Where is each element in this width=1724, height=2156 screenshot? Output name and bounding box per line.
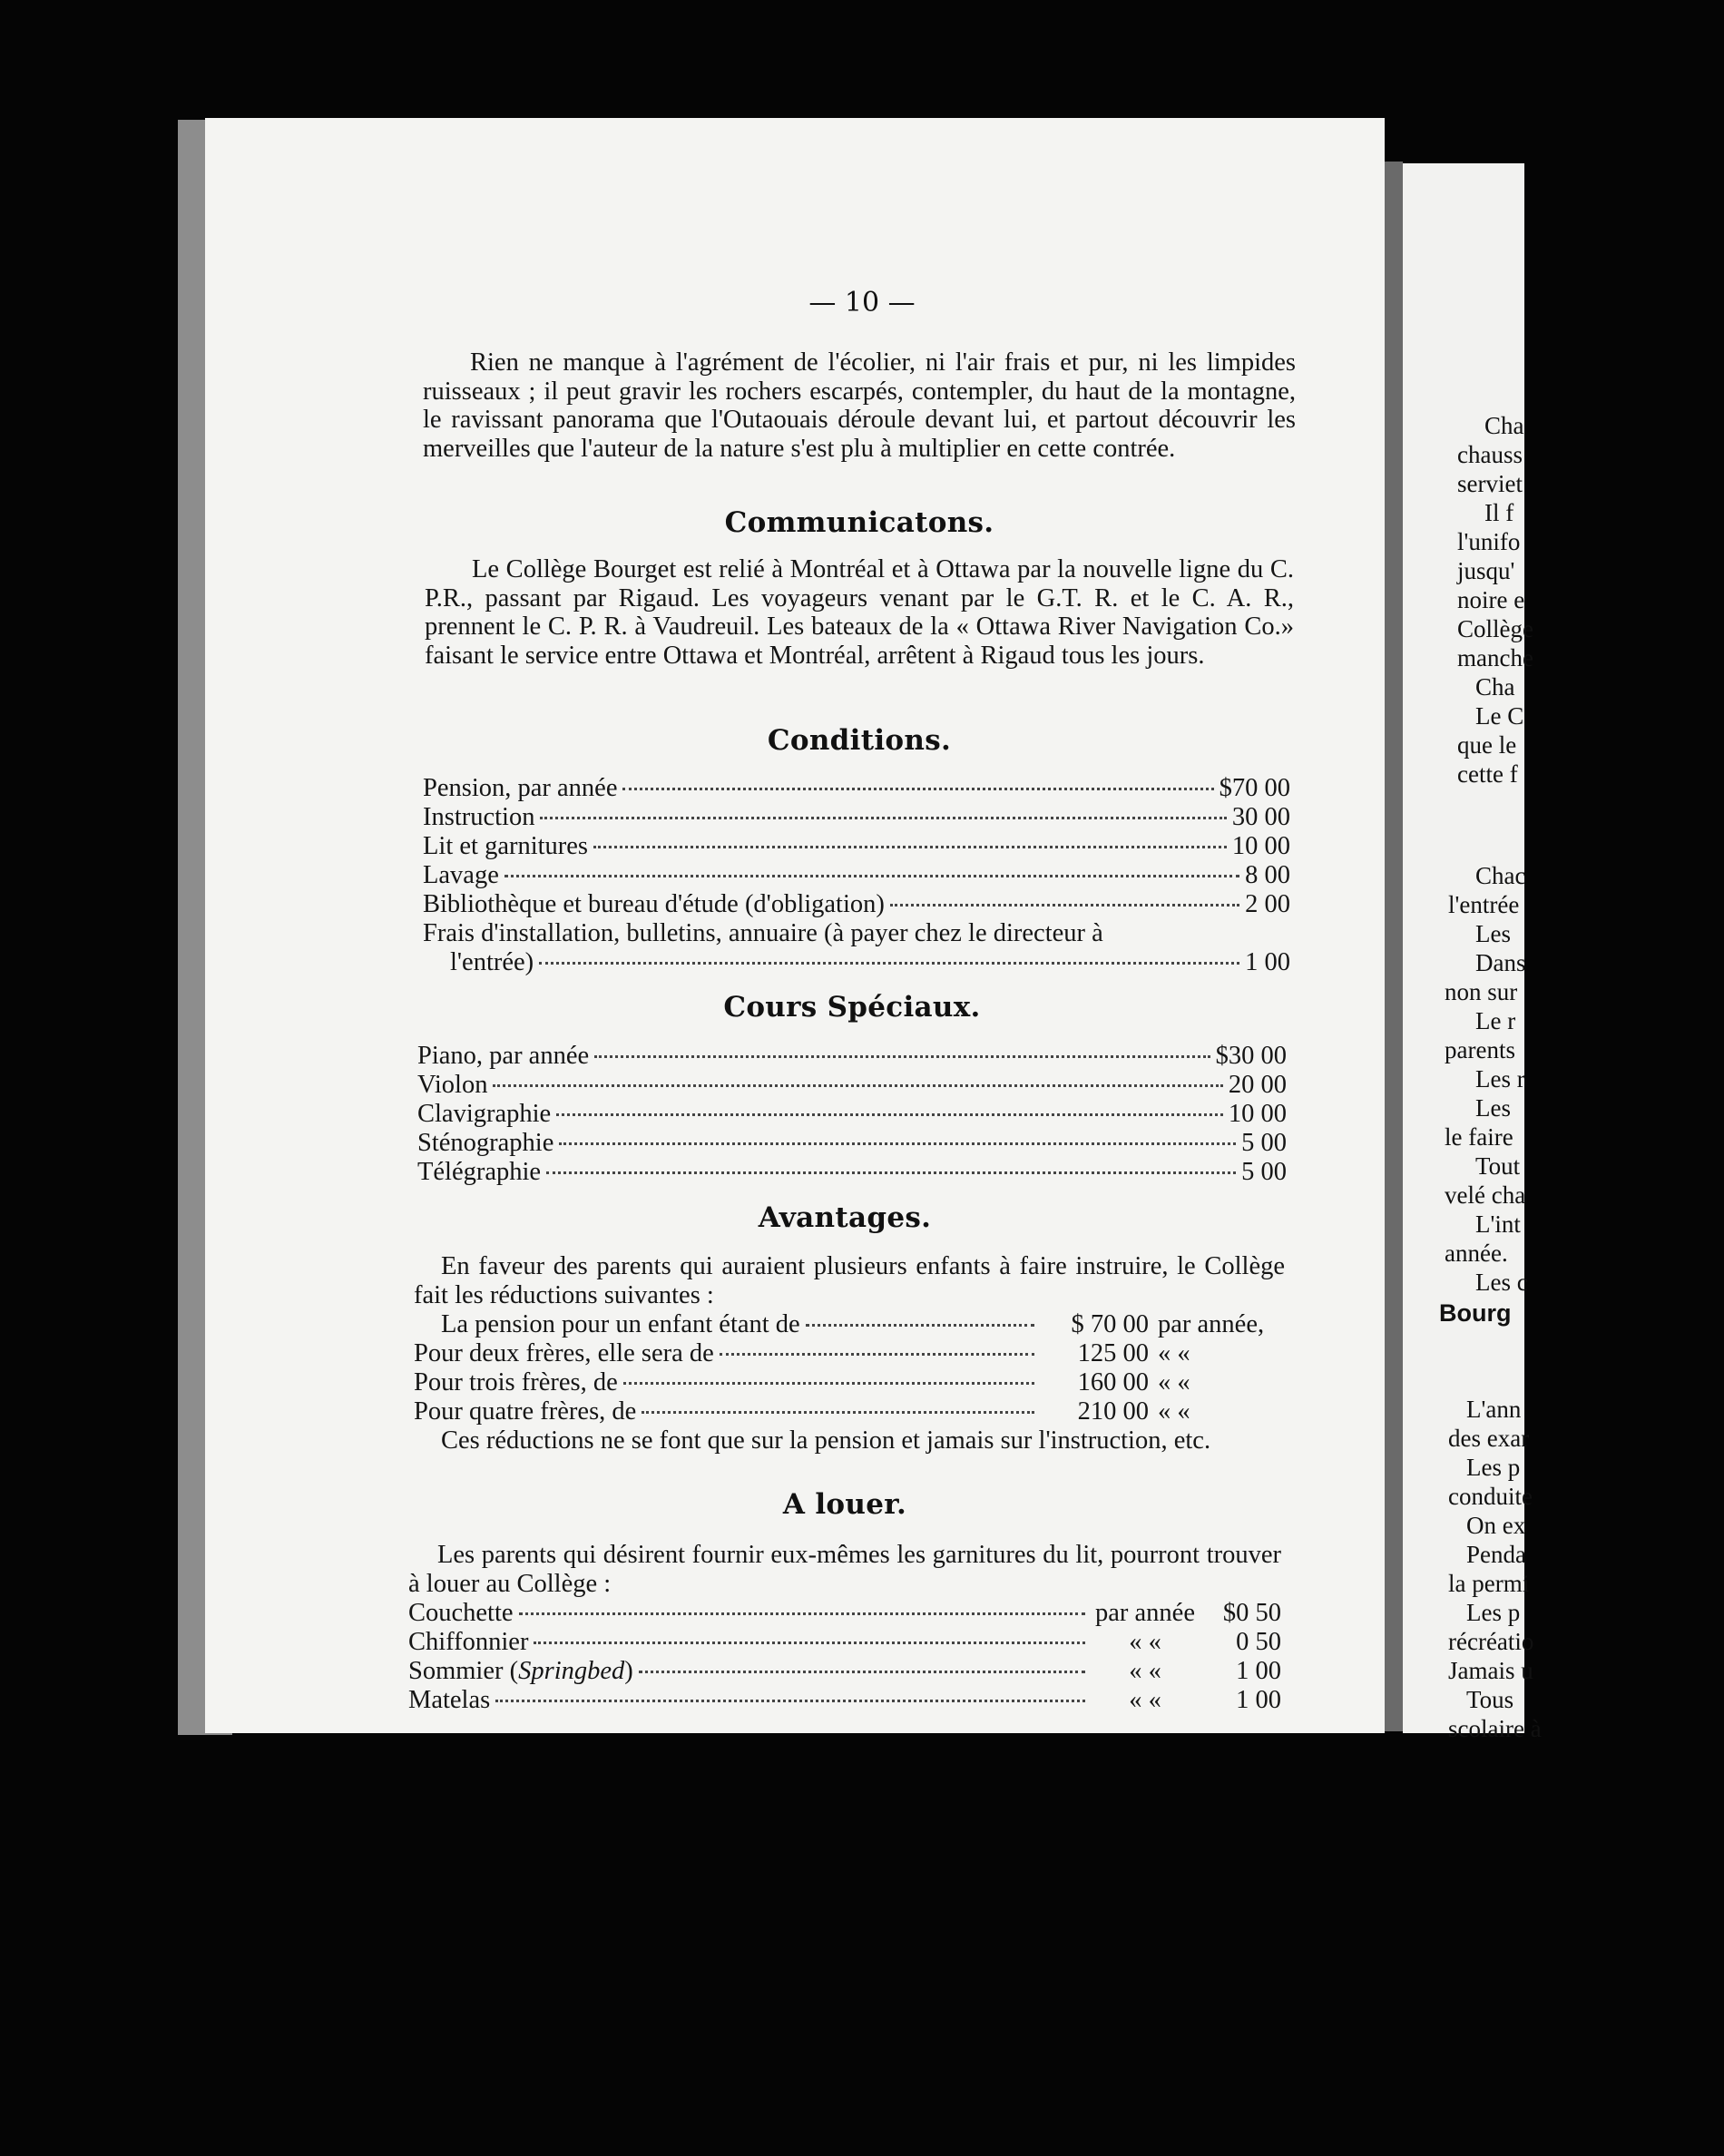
item-label: Lavage: [423, 861, 499, 889]
section-title-a-louer: A louer.: [782, 1488, 907, 1521]
louer-row: [408, 1599, 1281, 1628]
leader-dots: [622, 788, 1213, 790]
item-unit: « «: [1129, 1657, 1161, 1685]
item-amount: 0 50: [1236, 1628, 1281, 1656]
louer-row: [408, 1657, 1281, 1686]
cours-row: [417, 1042, 1287, 1071]
conditions-row-installation: Frais d'installation, bulletins, annuaire (à payer chez le directeur à: [423, 919, 1103, 947]
adjacent-page-line: serviet: [1457, 470, 1523, 497]
louer-intro: Les parents qui désirent fournir eux-mêmes les garnitures du lit, pourront trouver à louer au Collège :: [408, 1541, 1281, 1598]
adjacent-page-line: conduite: [1448, 1483, 1533, 1510]
adjacent-page-line: noire e: [1457, 586, 1525, 613]
item-amount: $ 70 00: [1071, 1310, 1149, 1338]
avantages-row: [414, 1310, 1285, 1339]
adjacent-page-line: Le r: [1475, 1007, 1516, 1034]
section-title-cours-speciaux: Cours Spéciaux.: [723, 991, 981, 1024]
adjacent-page-line: le faire: [1445, 1123, 1513, 1151]
item-label: Bibliothèque et bureau d'étude (d'obligation): [423, 890, 885, 918]
section-title-avantages: Avantages.: [758, 1201, 932, 1234]
louer-row: [408, 1628, 1281, 1657]
adjacent-page-line: Jamais u: [1448, 1657, 1533, 1684]
adjacent-page-line: L'ann: [1466, 1396, 1522, 1423]
item-label: Couchette: [408, 1599, 514, 1627]
item-amount: 1 00: [1236, 1686, 1281, 1714]
adjacent-page-line: la permi: [1448, 1570, 1530, 1597]
leader-dots: [534, 1642, 1085, 1644]
item-label: Violon: [417, 1071, 488, 1099]
item-amount: 20 00: [1228, 1071, 1287, 1099]
item-unit: « «: [1129, 1686, 1161, 1714]
adjacent-page-line: Bourg: [1439, 1299, 1512, 1327]
leader-dots: [539, 962, 1239, 965]
item-amount: 125 00: [1077, 1339, 1149, 1367]
adjacent-page-line: Dans: [1475, 949, 1526, 976]
louer-row: [408, 1686, 1281, 1715]
avantages-row: [414, 1368, 1285, 1397]
item-label: Clavigraphie: [417, 1100, 552, 1128]
adjacent-page-line: des exar: [1448, 1425, 1530, 1452]
adjacent-page-line: année.: [1445, 1240, 1508, 1267]
adjacent-page-line: Les r: [1475, 1065, 1525, 1093]
adjacent-page-line: l'unifo: [1457, 528, 1521, 555]
item-label: l'entrée): [450, 948, 534, 976]
item-amount: 1 00: [1236, 1657, 1281, 1685]
adjacent-page-line: Il f: [1484, 499, 1514, 526]
avantages-row: [414, 1339, 1285, 1368]
communications-paragraph: Le Collège Bourget est relié à Montréal et à Ottawa par la nouvelle ligne du C. P.R., passant par Rigaud. Les voyageurs venant par le G.T. R. et le C. A. R., prennent le C. P. R. à Vaudreuil. Les bateaux de la « Ottawa River Navigation Co.» faisant le service entre Ottawa et Montréal, arrêtent à Rigaud tous les jours.: [425, 555, 1294, 670]
item-amount: 210 00: [1077, 1397, 1149, 1426]
adjacent-page-line: L'int: [1475, 1210, 1521, 1238]
leader-dots: [890, 904, 1239, 906]
item-amount: 10 00: [1231, 832, 1290, 860]
adjacent-page-line: non sur: [1445, 978, 1518, 1005]
adjacent-page-line: Les p: [1466, 1599, 1521, 1626]
item-amount: 5 00: [1241, 1158, 1287, 1186]
conditions-row: [423, 774, 1290, 803]
leader-dots: [594, 1055, 1210, 1058]
adjacent-page-line: Les p: [1466, 1454, 1521, 1481]
item-unit: par année: [1095, 1599, 1195, 1627]
leader-dots: [642, 1411, 1034, 1414]
item-label-italic: Springbed: [518, 1657, 625, 1685]
leader-dots: [623, 1382, 1034, 1385]
item-label: Pour deux frères, elle sera de: [414, 1339, 714, 1367]
adjacent-page-line: Cha: [1475, 673, 1515, 701]
leader-dots: [556, 1113, 1223, 1116]
leader-dots: [720, 1353, 1034, 1356]
item-label: Chiffonnier: [408, 1628, 529, 1656]
item-unit: « «: [1129, 1628, 1161, 1656]
adjacent-page-line: parents: [1445, 1036, 1515, 1063]
avantages-intro: En faveur des parents qui auraient plusieurs enfants à faire instruire, le Collège fait les réductions suivantes :: [414, 1252, 1285, 1309]
item-amount: $0 50: [1222, 1599, 1281, 1627]
item-label: Télégraphie: [417, 1158, 542, 1186]
adjacent-page-line: Les c: [1475, 1269, 1528, 1296]
item-unit: par année,: [1158, 1310, 1265, 1338]
item-amount: 2 00: [1245, 890, 1290, 918]
adjacent-page-line: cette f: [1457, 760, 1518, 788]
item-label-pre: Sommier (: [408, 1657, 519, 1685]
adjacent-page-line: Penda: [1466, 1541, 1526, 1568]
book-spine: [1385, 162, 1403, 1731]
adjacent-page-line: Cha: [1484, 412, 1524, 439]
item-amount: 10 00: [1228, 1100, 1287, 1128]
adjacent-page-line: que le: [1457, 731, 1517, 759]
adjacent-page-line: chauss: [1457, 441, 1523, 468]
item-amount: 1 00: [1245, 948, 1290, 976]
leader-dots: [504, 875, 1239, 877]
adjacent-page-line: manche: [1457, 644, 1533, 671]
adjacent-page-line: scolaire à: [1448, 1715, 1542, 1742]
item-amount: 160 00: [1077, 1368, 1149, 1396]
item-amount: 8 00: [1245, 861, 1290, 889]
leader-dots: [806, 1324, 1034, 1327]
avantages-note: Ces réductions ne se font que sur la pension et jamais sur l'instruction, etc.: [441, 1426, 1211, 1455]
section-title-conditions: Conditions.: [767, 724, 952, 757]
item-label: Lit et garnitures: [423, 832, 589, 860]
item-label: Pour quatre frères, de: [414, 1397, 637, 1426]
intro-paragraph: Rien ne manque à l'agrément de l'écolier, ni l'air frais et pur, ni les limpides ruisseaux ; il peut gravir les rochers escarpés, contempler, du haut de la montagne, le ravissant panorama que l'Outaouais déroule devant lui, et partout découvrir les merveilles que l'auteur de la nature s'est plu à multiplier en cette contrée.: [423, 348, 1296, 463]
adjacent-page-line: Collège: [1457, 615, 1533, 642]
section-title-communications: Communicatons.: [724, 506, 994, 539]
item-label: [408, 1657, 633, 1686]
item-amount: 30 00: [1231, 803, 1290, 831]
adjacent-page-line: Les: [1475, 920, 1511, 947]
conditions-row: [423, 948, 1290, 977]
adjacent-page-line: Les: [1475, 1094, 1511, 1122]
leader-dots: [546, 1171, 1236, 1174]
cours-row: [417, 1100, 1287, 1129]
adjacent-page-line: récréatio: [1448, 1628, 1534, 1655]
item-amount: 5 00: [1241, 1129, 1287, 1157]
conditions-row: [423, 861, 1290, 890]
leader-dots: [495, 1700, 1085, 1702]
leader-dots: [493, 1084, 1222, 1087]
cours-row: [417, 1129, 1287, 1158]
adjacent-page-line: Chac: [1475, 862, 1526, 889]
adjacent-page-line: Le C: [1475, 702, 1524, 730]
conditions-row: [423, 890, 1290, 919]
item-label: Piano, par année: [417, 1042, 590, 1070]
leader-dots: [559, 1142, 1236, 1145]
item-amount: $30 00: [1215, 1042, 1287, 1070]
item-label-post: ): [624, 1657, 633, 1685]
adjacent-page-line: Tout: [1475, 1152, 1521, 1180]
item-label: Sténographie: [417, 1129, 554, 1157]
adjacent-page-line: l'entrée: [1448, 891, 1520, 918]
leader-dots: [639, 1671, 1085, 1673]
item-label: Matelas: [408, 1686, 491, 1714]
cours-row: [417, 1158, 1287, 1187]
item-unit: « «: [1158, 1339, 1190, 1367]
item-label: Pour trois frères, de: [414, 1368, 618, 1396]
adjacent-page-line: On ex: [1466, 1512, 1526, 1539]
avantages-row: [414, 1397, 1285, 1426]
page-number: — 10 —: [808, 287, 916, 318]
adjacent-page: [1403, 163, 1542, 1742]
adjacent-page-line: Tous: [1466, 1686, 1514, 1713]
item-amount: $70 00: [1219, 774, 1290, 802]
item-label: Instruction: [423, 803, 535, 831]
item-unit: « «: [1158, 1368, 1190, 1396]
adjacent-page-line: velé cha: [1445, 1181, 1526, 1209]
leader-dots: [593, 846, 1227, 848]
conditions-row: [423, 832, 1290, 861]
leader-dots: [519, 1612, 1085, 1615]
item-label: Pension, par année: [423, 774, 618, 802]
item-label: La pension pour un enfant étant de: [441, 1310, 800, 1338]
cours-row: [417, 1071, 1287, 1100]
item-unit: « «: [1158, 1397, 1190, 1426]
adjacent-page-line: jusqu': [1457, 557, 1515, 584]
conditions-row: [423, 803, 1290, 832]
leader-dots: [540, 817, 1226, 819]
